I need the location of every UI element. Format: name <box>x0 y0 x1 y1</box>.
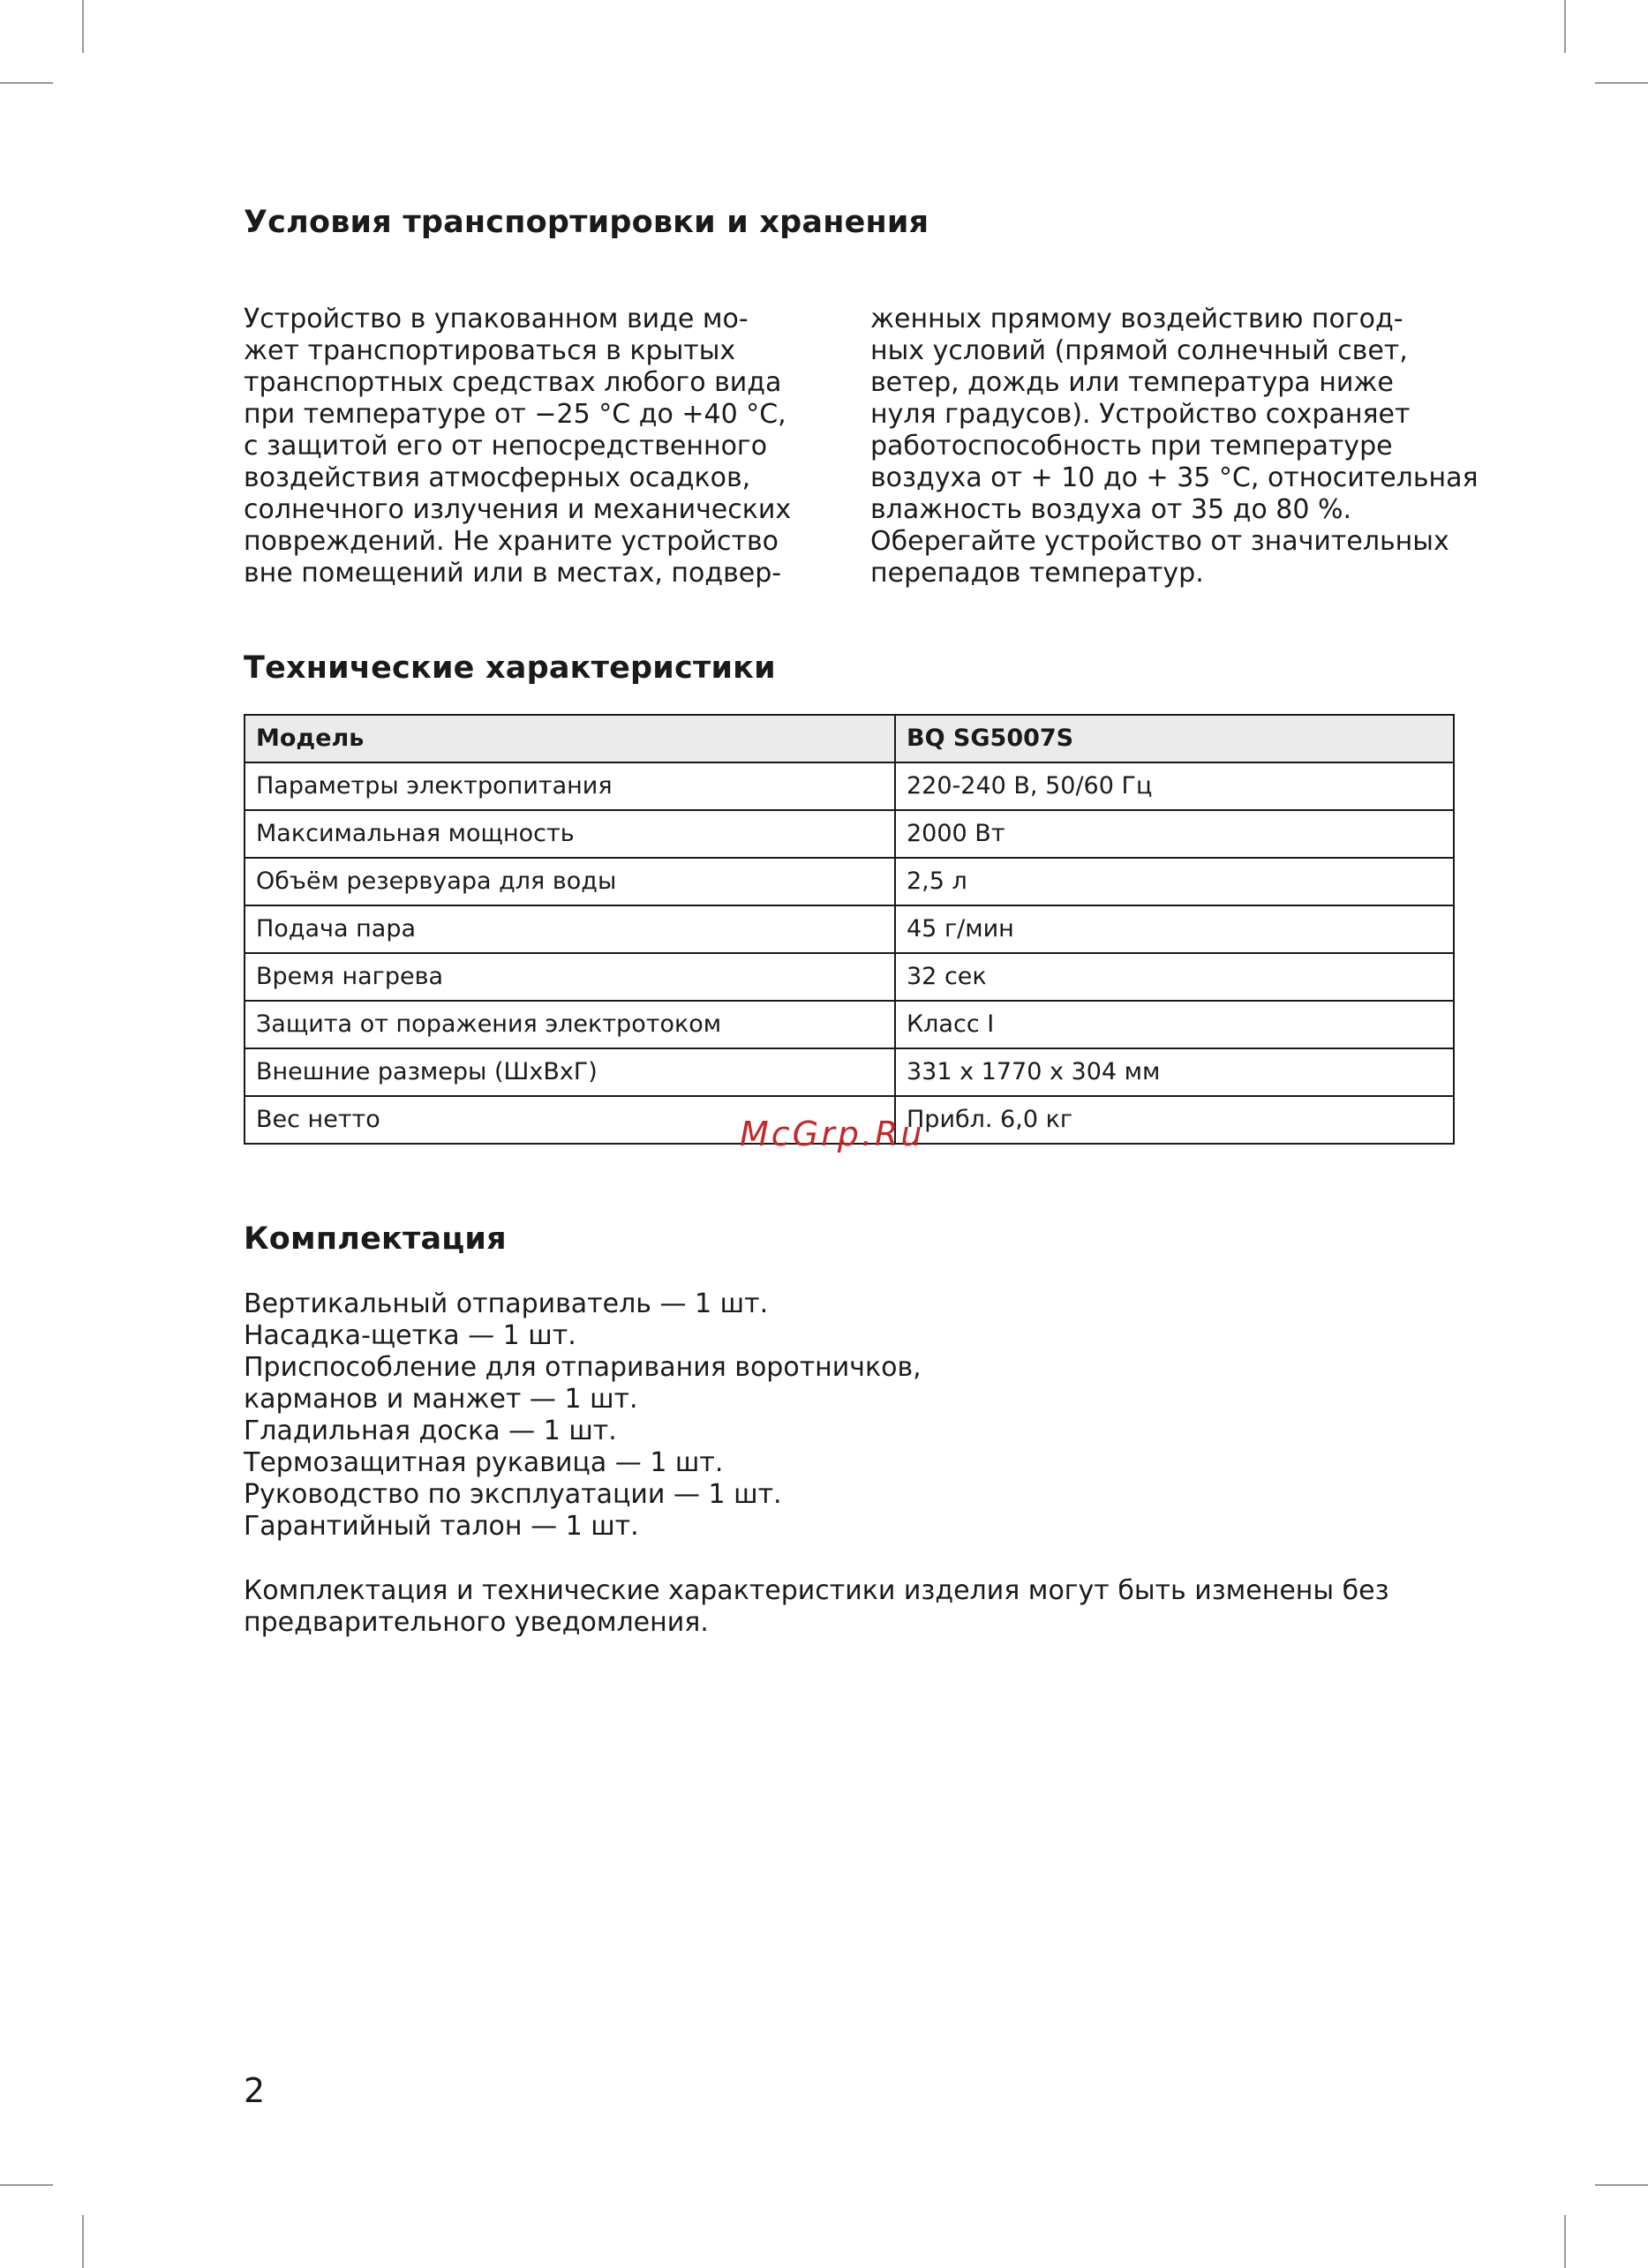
kit-section-title: Комплектация <box>244 1221 507 1257</box>
transport-text-right-column <box>870 304 1479 590</box>
list-item: Насадка-щетка — 1 шт. <box>244 1320 576 1351</box>
list-item: Гарантийный талон — 1 шт. <box>244 1511 639 1542</box>
text-line: вне помещений или в местах, подвер- <box>244 558 782 589</box>
crop-mark-bottom-right-h <box>1595 2184 1648 2186</box>
text-line: влажность воздуха от 35 до 80 %. <box>870 494 1352 525</box>
page-number: 2 <box>244 2071 266 2110</box>
specs-header-value: BQ SG5007S <box>895 715 1454 762</box>
spec-value: 45 г/мин <box>895 905 1454 953</box>
specs-header-label: Модель <box>245 715 895 762</box>
table-row <box>245 1048 1454 1096</box>
spec-label: Подача пара <box>245 905 895 953</box>
table-row <box>245 905 1454 953</box>
transport-section-title: Условия транспортировки и хранения <box>244 205 929 240</box>
text-line: работоспособность при температуре <box>870 431 1393 462</box>
text-line: жет транспортироваться в крытых <box>244 335 736 366</box>
spec-label: Максимальная мощность <box>245 810 895 858</box>
text-line: Устройство в упакованном виде мо- <box>244 304 749 334</box>
specs-table <box>244 714 1455 1145</box>
spec-value: Прибл. 6,0 кг <box>895 1096 1454 1144</box>
kit-note <box>244 1575 1389 1639</box>
specs-table-header-row <box>245 715 1454 762</box>
text-line: солнечного излучения и механических <box>244 494 792 525</box>
table-row <box>245 953 1454 1001</box>
spec-label: Параметры электропитания <box>245 762 895 810</box>
crop-mark-bottom-left-h <box>0 2184 53 2186</box>
text-line: ных условий (прямой солнечный свет, <box>870 335 1408 366</box>
spec-label: Объём резервуара для воды <box>245 858 895 905</box>
spec-label: Вес нетто <box>245 1096 895 1144</box>
spec-value: 331 х 1770 х 304 мм <box>895 1048 1454 1096</box>
spec-value: 220-240 В, 50/60 Гц <box>895 762 1454 810</box>
list-item: Приспособление для отпаривания воротничков, <box>244 1352 922 1383</box>
spec-value: 2,5 л <box>895 858 1454 905</box>
text-line: нуля градусов). Устройство сохраняет <box>870 399 1411 430</box>
text-line: воздействия атмосферных осадков, <box>244 462 751 493</box>
table-row <box>245 810 1454 858</box>
list-item: Гладильная доска — 1 шт. <box>244 1416 617 1446</box>
list-item: карманов и манжет — 1 шт. <box>244 1384 638 1415</box>
transport-text-left-column <box>244 304 826 590</box>
text-line: ветер, дождь или температура ниже <box>870 367 1394 398</box>
text-line: транспортных средствах любого вида <box>244 367 782 398</box>
list-item: Термозащитная рукавица — 1 шт. <box>244 1447 724 1478</box>
text-line: с защитой его от непосредственного <box>244 431 768 462</box>
table-row <box>245 858 1454 905</box>
kit-list <box>244 1288 922 1543</box>
spec-value: 2000 Вт <box>895 810 1454 858</box>
crop-mark-bottom-right-v <box>1564 2215 1566 2268</box>
spec-value: 32 сек <box>895 953 1454 1001</box>
text-line: предварительного уведомления. <box>244 1607 709 1638</box>
list-item: Вертикальный отпариватель — 1 шт. <box>244 1288 769 1319</box>
crop-mark-top-left-v <box>82 0 84 53</box>
text-line: Комплектация и технические характеристики изделия могут быть изменены без <box>244 1575 1389 1606</box>
crop-mark-top-right-h <box>1595 82 1648 84</box>
list-item: Руководство по эксплуатации — 1 шт. <box>244 1479 782 1510</box>
spec-label: Время нагрева <box>245 953 895 1001</box>
crop-mark-top-right-v <box>1564 0 1566 53</box>
text-line: воздуха от + 10 до + 35 °C, относительная <box>870 462 1479 493</box>
spec-label: Внешние размеры (ШхВхГ) <box>245 1048 895 1096</box>
text-line: при температуре от −25 °C до +40 °C, <box>244 399 786 430</box>
specs-section-title: Технические характеристики <box>244 650 776 686</box>
crop-mark-top-left-h <box>0 82 53 84</box>
text-line: женных прямому воздействию погод- <box>870 304 1403 334</box>
table-row <box>245 762 1454 810</box>
text-line: повреждений. Не храните устройство <box>244 526 779 557</box>
spec-value: Класс I <box>895 1001 1454 1048</box>
text-line: перепадов температур. <box>870 558 1204 589</box>
crop-mark-bottom-left-v <box>82 2215 84 2268</box>
spec-label: Защита от поражения электротоком <box>245 1001 895 1048</box>
table-row <box>245 1001 1454 1048</box>
text-line: Оберегайте устройство от значительных <box>870 526 1449 557</box>
watermark: McGrp.Ru <box>740 1115 925 1153</box>
